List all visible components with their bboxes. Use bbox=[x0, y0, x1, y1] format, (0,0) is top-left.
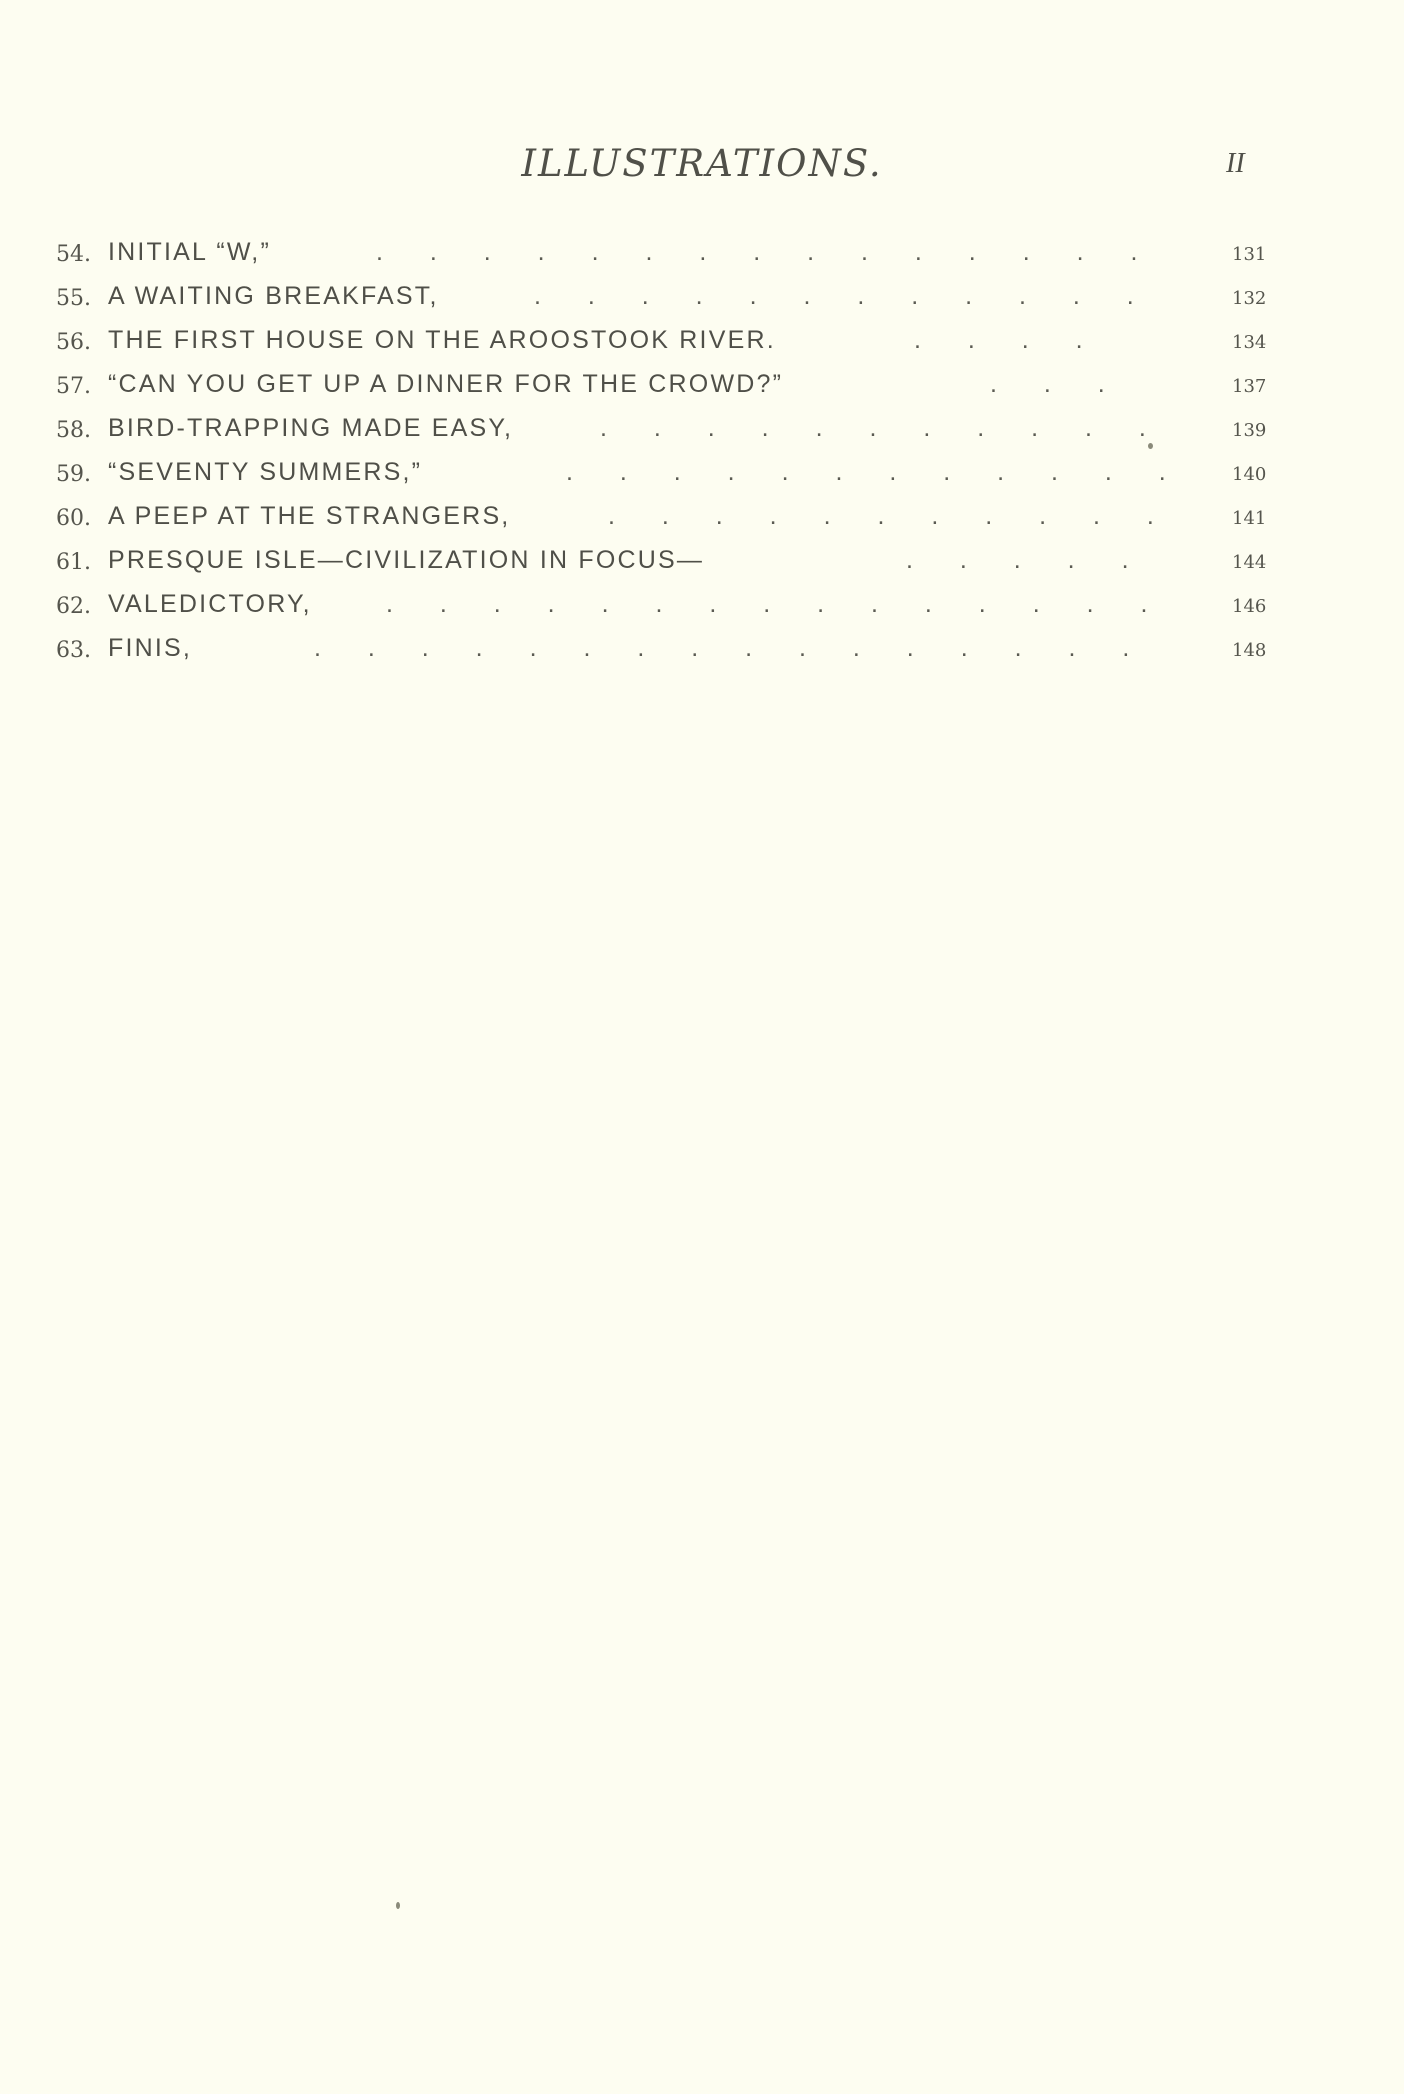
list-item bbox=[0, 276, 1404, 320]
entry-number: 56. bbox=[56, 330, 91, 355]
entry-page: 131 bbox=[1232, 244, 1267, 265]
entry-title: PRESQUE ISLE—CIVILIZATION IN FOCUS— bbox=[108, 546, 705, 574]
entry-number: 63. bbox=[56, 638, 91, 663]
entry-title: “SEVENTY SUMMERS,” bbox=[108, 458, 423, 486]
entry-number: 62. bbox=[56, 594, 91, 619]
entry-number: 58. bbox=[56, 418, 91, 443]
list-item bbox=[0, 584, 1404, 628]
entry-number: 61. bbox=[56, 550, 91, 575]
paper-speck bbox=[396, 1902, 400, 1909]
list-item bbox=[0, 320, 1404, 364]
entry-title: FINIS, bbox=[108, 634, 193, 662]
page-number: II bbox=[1226, 148, 1245, 179]
entry-page: 139 bbox=[1232, 420, 1267, 441]
entry-page: 146 bbox=[1232, 596, 1267, 617]
list-item bbox=[0, 496, 1404, 540]
dot-leader: . . . . . . . . . . . . . . . bbox=[386, 590, 1168, 618]
list-item bbox=[0, 364, 1404, 408]
entry-page: 148 bbox=[1232, 640, 1267, 661]
list-item bbox=[0, 452, 1404, 496]
running-title: ILLUSTRATIONS. bbox=[521, 142, 883, 185]
entry-title: VALEDICTORY, bbox=[108, 590, 312, 618]
paper-speck bbox=[1148, 443, 1153, 449]
entry-number: 60. bbox=[56, 506, 91, 531]
dot-leader: . . . . . . . . . . . bbox=[608, 502, 1174, 530]
entry-page: 137 bbox=[1232, 376, 1267, 397]
list-item bbox=[0, 232, 1404, 276]
list-item bbox=[0, 540, 1404, 584]
entry-title: A WAITING BREAKFAST, bbox=[108, 282, 439, 310]
entry-number: 54. bbox=[56, 242, 91, 267]
page-header bbox=[0, 142, 1404, 192]
entry-number: 55. bbox=[56, 286, 91, 311]
entry-title: INITIAL “W,” bbox=[108, 238, 271, 266]
entry-title: BIRD-TRAPPING MADE EASY, bbox=[108, 414, 514, 442]
dot-leader: . . . . . . . . . . . . bbox=[566, 458, 1186, 486]
dot-leader: . . . . . . . . . . . . bbox=[534, 282, 1154, 310]
dot-leader: . . . . bbox=[914, 326, 1103, 354]
entry-number: 57. bbox=[56, 374, 91, 399]
dot-leader: . . . . . . . . . . . bbox=[600, 414, 1166, 442]
entry-page: 141 bbox=[1232, 508, 1267, 529]
dot-leader: . . . bbox=[990, 370, 1125, 398]
entry-title: A PEEP AT THE STRANGERS, bbox=[108, 502, 511, 530]
entry-title: THE FIRST HOUSE ON THE AROOSTOOK RIVER. bbox=[108, 326, 776, 354]
entry-page: 144 bbox=[1232, 552, 1267, 573]
entry-page: 134 bbox=[1232, 332, 1267, 353]
entry-title: “CAN YOU GET UP A DINNER FOR THE CROWD?” bbox=[108, 370, 784, 398]
list-item bbox=[0, 408, 1404, 452]
entry-page: 132 bbox=[1232, 288, 1267, 309]
list-item bbox=[0, 628, 1404, 672]
dot-leader: . . . . . bbox=[906, 546, 1149, 574]
entry-number: 59. bbox=[56, 462, 91, 487]
dot-leader: . . . . . . . . . . . . . . . bbox=[376, 238, 1158, 266]
dot-leader: . . . . . . . . . . . . . . . . bbox=[314, 634, 1150, 662]
entry-page: 140 bbox=[1232, 464, 1267, 485]
